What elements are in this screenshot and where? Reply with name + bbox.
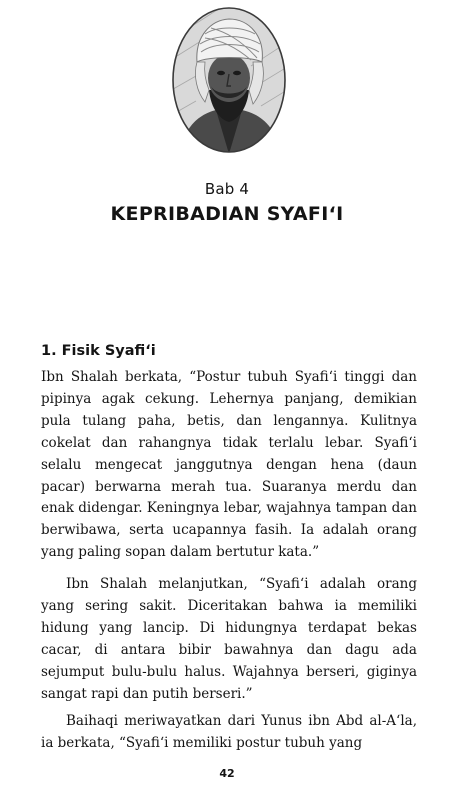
chapter-title: KEPRIBADIAN SYAFI‘I — [110, 203, 344, 225]
body-paragraph: Ibn Shalah melanjutkan, “Syafi‘i adalah orang yang sering sakit. Diceritakan bahwa ia memiliki hidung yang lancip. Di hidungnya terdapat bekas cacar, di antara bibir bawahnya dan dagu ada sejumput bulu-bulu halus. Wajahnya berseri, giginya sangat rapi dan putih berseri.” — [41, 576, 417, 702]
turbaned-figure-portrait-icon — [171, 6, 287, 154]
chapter-number: Bab 4 — [204, 180, 250, 198]
chapter-portrait-illustration — [171, 6, 287, 154]
page-number: 42 — [219, 767, 235, 780]
body-paragraph: Ibn Shalah berkata, “Postur tubuh Syafi‘i tinggi dan pipinya agak cekung. Lehernya panjang, demikian pula tulang paha, betis, dan lengannya. Kulitnya cokelat dan rahangnya tidak terlalu lebar. Syafi‘i selalu mengecat janggutnya dengan hena (daun pacar) berwarna merah tua. Suaranya merdu dan enak didengar. Keningnya lebar, wajahnya tampan dan berwibawa, serta ucapannya fasih. Ia adalah orang yang paling sopan dalam bertutur kata.” — [41, 369, 417, 561]
body-paragraph: Baihaqi meriwayatkan dari Yunus ibn Abd al-A‘la, ia berkata, “Syafi‘i memiliki postur tubuh yang — [41, 713, 417, 751]
section-heading: 1. Fisik Syafi‘i — [41, 343, 156, 359]
